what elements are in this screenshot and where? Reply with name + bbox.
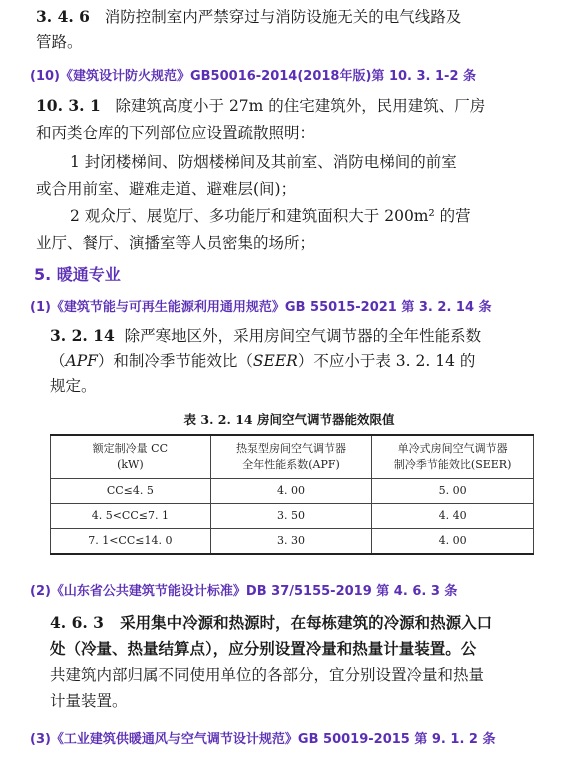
clause-10-3-1: [36, 95, 485, 117]
clause-text: 除严寒地区外，采用房间空气调节器的全年性能系数: [124, 327, 482, 345]
list-item-2: 2 观众厅、展览厅、多功能厅和建筑面积大于 200m² 的营: [70, 207, 471, 225]
clause-3-4-6-cont: 管路。: [36, 33, 83, 51]
efficiency-table: [50, 434, 534, 555]
clause-3-4-6: [36, 6, 461, 28]
clause-number: 3. 4. 6: [36, 7, 90, 26]
header-apf: 热泵型房间空气调节器 全年性能系数(APF): [210, 435, 372, 479]
clause-number: 3. 2. 14: [50, 326, 115, 345]
clause-4-6-3-cont1: 处（冷量、热量结算点），应分别设置冷量和热量计量装置。公: [50, 639, 477, 658]
clause-number: 10. 3. 1: [36, 96, 101, 115]
clause-text: 除建筑高度小于 27m 的住宅建筑外，民用建筑、厂房: [115, 97, 486, 115]
clause-3-2-14: [50, 325, 481, 347]
clause-4-6-3-cont3: 计量装置。: [50, 692, 128, 710]
clause-4-6-3-cont2: 共建筑内部归属不同使用单位的各部分，宜分别设置冷量和热量: [50, 666, 485, 684]
header-seer: 单冷式房间空气调节器 制冷季节能效比(SEER): [372, 435, 534, 479]
clause-3-2-14-cont: （APF）和制冷季节能效比（SEER）不应小于表 3. 2. 14 的: [50, 352, 476, 370]
table-row: 7. 1<CC≤14. 0 3. 30 4. 00: [51, 529, 534, 555]
clause-number: 4. 6. 3: [50, 613, 104, 632]
clause-text: 采用集中冷源和热源时，在每栋建筑的冷源和热源入口: [120, 613, 493, 632]
list-item-1-cont: 或合用前室、避难走道、避难层(间)；: [36, 180, 297, 198]
reference-3: (3)《工业建筑供暖通风与空气调节设计规范》GB 50019-2015 第 9. 1. 2 条: [30, 732, 496, 747]
reference-10: (10)《建筑设计防火规范》GB50016-2014(2018年版)第 10. 3. 1-2 条: [30, 69, 477, 84]
table-row: CC≤4. 5 4. 00 5. 00: [51, 479, 534, 504]
clause-text: 消防控制室内严禁穿过与消防设施无关的电气线路及: [104, 8, 462, 26]
header-capacity: 额定制冷量 CC (kW): [51, 435, 211, 479]
reference-1: (1)《建筑节能与可再生能源利用通用规范》GB 55015-2021 第 3. 2. 14 条: [30, 300, 492, 315]
list-item-2-cont: 业厅、餐厅、演播室等人员密集的场所；: [36, 234, 316, 252]
seer-term: SEER: [252, 352, 298, 370]
table-caption: 表 3. 2. 14 房间空气调节器能效限值: [183, 412, 395, 427]
reference-2: (2)《山东省公共建筑节能设计标准》DB 37/5155-2019 第 4. 6. 3 条: [30, 584, 458, 599]
table-row: 4. 5<CC≤7. 1 3. 50 4. 40: [51, 504, 534, 529]
clause-10-3-1-cont: 和丙类仓库的下列部位应设置疏散照明：: [36, 124, 316, 142]
clause-4-6-3: [50, 612, 492, 634]
table-header-row: [51, 435, 534, 479]
list-item-1: 1 封闭楼梯间、防烟楼梯间及其前室、消防电梯间的前室: [70, 153, 457, 171]
apf-term: APF: [65, 352, 98, 370]
clause-3-2-14-end: 规定。: [50, 377, 97, 395]
section-heading-hvac: 5. 暖通专业: [34, 265, 121, 284]
